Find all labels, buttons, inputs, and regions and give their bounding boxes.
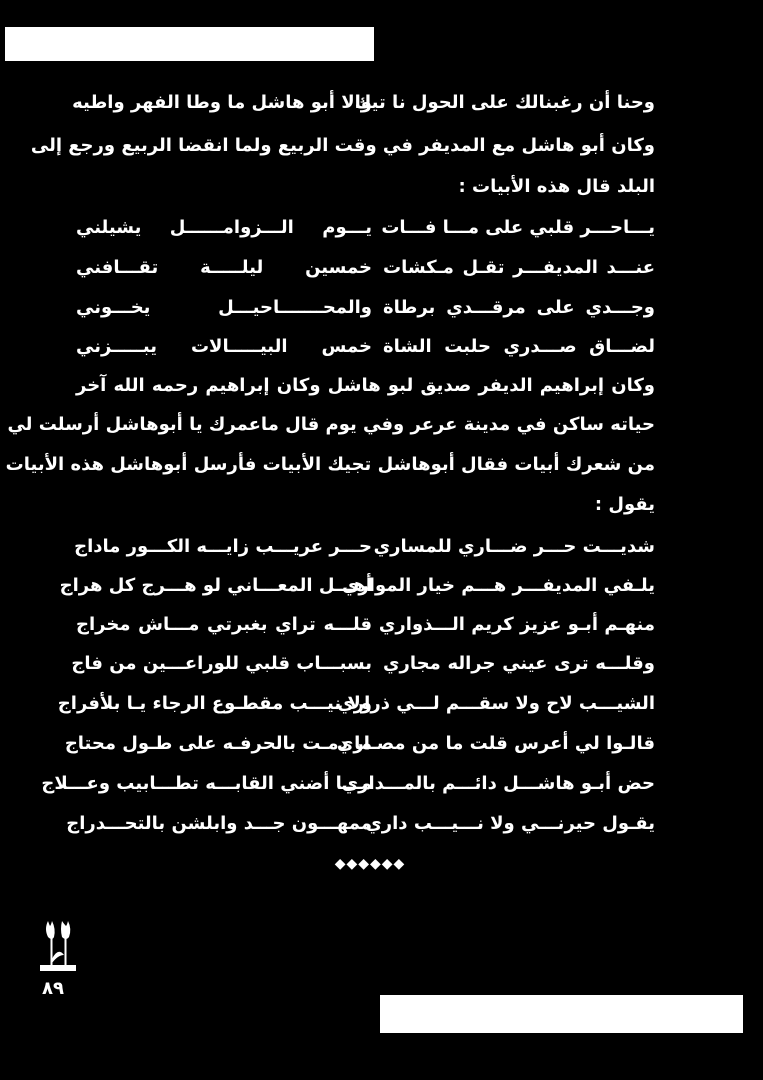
verse-first-hemistich: الشيـــب لاح ولا سقـــم لـــي ذراري <box>337 693 655 714</box>
verse-first-hemistich: يلـفي المديفـــر هـــم خيار المواري <box>341 575 655 596</box>
verse-first-hemistich: يقـول حيرنـــي ولا نـــيـــب داري <box>365 813 655 834</box>
verse-first-hemistich: منهـم أبـو عزيز كريم الـــذواري <box>378 614 655 635</box>
paragraph-line: يقول : <box>594 494 655 515</box>
paragraph-line: وكان أبو هاشل مع المديفر في وقت الربيع ولما انقضا الربيع ورجع إلى <box>30 135 655 156</box>
verse-first-hemistich: لضـــاق صـــدري حلبت الشاة <box>383 336 655 357</box>
verse-second-hemistich: والا أبو هاشل ما وطا الفهر واطيه <box>72 92 372 113</box>
verse-second-hemistich: بسبـــاب قلبي للوراعـــين من فاج <box>71 653 372 674</box>
tulip-icon <box>40 915 76 975</box>
section-ornament: ◆◆◆◆◆◆ <box>334 856 406 872</box>
verse-second-hemistich: ولا نيـــب مقطـوع الرجاء يـا بلأفراج <box>57 693 372 714</box>
verse-first-hemistich: وحنا أن رغبنالك على الحول نا تيك <box>354 92 655 113</box>
verse-first-hemistich: عنـــد المديفـــر تقـل مـكشات <box>383 257 655 278</box>
paragraph-line: وكان إبراهيم الديفر صديق لبو هاشل وكان إبراهيم رحمه الله آخر <box>76 375 655 396</box>
paragraph-line: البلد قال هذه الأبيات : <box>458 176 655 197</box>
verse-second-hemistich: حـــر عريـــب زايـــه الكـــور ماداج <box>74 536 372 557</box>
verse-first-hemistich: حض أبـو هاشـــل دائـــم بالمـــداري <box>341 773 655 794</box>
verse-second-hemistich: والمحـــــــاحيـــل يخـــوني <box>76 297 372 318</box>
verse-second-hemistich: ممهـــون جـــد وابلشن بالتحـــدراج <box>66 813 372 834</box>
verse-second-hemistich: خمسين ليلـــــة تقـــافني <box>76 257 372 278</box>
verse-second-hemistich: مـــا أضني القابـــه تطـــابيب وعـــلاج <box>41 773 372 794</box>
verse-second-hemistich: خمس البيـــــالات يبـــــزني <box>76 336 372 357</box>
verse-second-hemistich: قلـــه تراي بغبرتي مـــاش مخراج <box>76 614 372 635</box>
verse-second-hemistich: يـــوم الـــزوامــــــل يشيلني <box>76 217 372 238</box>
verse-first-hemistich: يـــاحـــر قلبي على مـــا فـــات <box>381 217 655 238</box>
paragraph-line: من شعرك أبيات فقال أبوهاشل تجيك الأبيات فأرسل أبوهاشل هذه الأبيات <box>5 454 655 475</box>
page-number: ٨٩ <box>42 978 64 999</box>
verse-first-hemistich: قالـوا لي أعرس قلت ما من مصـاري <box>336 733 655 754</box>
verse-first-hemistich: شديـــت حـــر ضـــاري للمساري <box>373 536 655 557</box>
header-redaction-bar <box>5 27 374 61</box>
verse-first-hemistich: وجـــدي على مرقـــدي برطاة <box>383 297 655 318</box>
verse-second-hemistich: ما دمـت بالحرفـه على طـول محتاج <box>64 733 372 754</box>
verse-second-hemistich: أهـــل المعـــاني لو هـــرج كل هراج <box>59 575 372 596</box>
paragraph-line: حياته ساكن في مدينة عرعر وفي يوم قال ماعمرك يا أبوهاشل أرسلت لي <box>7 414 655 435</box>
verse-first-hemistich: وقلـــه ترى عيني جراله مجاري <box>383 653 655 674</box>
footer-redaction-bar <box>380 995 743 1033</box>
